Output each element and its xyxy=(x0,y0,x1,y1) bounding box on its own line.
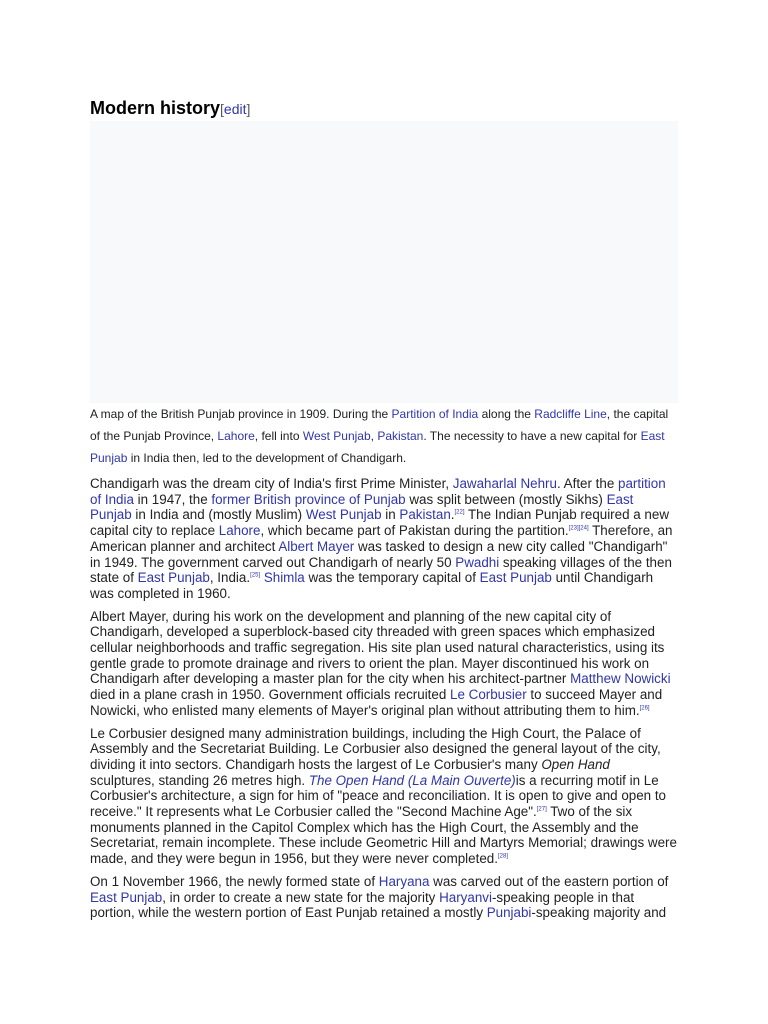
caption-link-west-punjab[interactable]: West Punjab xyxy=(302,429,371,443)
paragraph-text: The Indian Punjab required a new capital city to replace xyxy=(90,507,669,539)
link-matthew-nowicki[interactable]: Matthew Nowicki xyxy=(570,671,671,687)
link-east-punjab[interactable]: East Punjab xyxy=(137,570,210,586)
section-title: Modern history xyxy=(90,98,221,118)
link-partition-of-india[interactable]: partition of India xyxy=(90,476,666,507)
link-lahore[interactable]: Lahore xyxy=(218,523,261,539)
link-shimla[interactable]: Shimla xyxy=(263,570,305,586)
link-pakistan[interactable]: Pakistan xyxy=(399,507,451,523)
link-former-british-province-of-punjab[interactable]: former British province of Punjab xyxy=(211,491,406,507)
link-haryana[interactable]: Haryana xyxy=(378,873,430,889)
paragraph-text: -speaking people in that portion, while the western portion of East Punjab retained a mostly xyxy=(90,889,635,921)
paragraph-text: Chandigarh was the dream city of India's first Prime Minister, xyxy=(90,476,453,491)
paragraph-text: -speaking majority and xyxy=(531,905,667,921)
paragraph-text: , in order to create a new state for the majority xyxy=(162,889,440,905)
link-punjabi[interactable]: Punjabi xyxy=(486,905,532,921)
paragraph-text: in India and (mostly Muslim) xyxy=(131,507,306,523)
punjab-map-image[interactable] xyxy=(90,121,678,403)
link-the-open-hand[interactable]: The Open Hand (La Main Ouverte) xyxy=(308,772,516,788)
link-le-corbusier[interactable]: Le Corbusier xyxy=(450,687,527,703)
caption-link-east-punjab[interactable]: East Punjab xyxy=(90,429,665,465)
paragraph-text: was the temporary capital of xyxy=(304,570,480,586)
caption-text: in India then, led to the development of Chandigarh. xyxy=(127,451,407,465)
paragraph-text: was carved out of the eastern portion of xyxy=(429,873,669,889)
paragraph-text: Albert Mayer, during his work on the development and planning of the new capital city of Chandigarh, developed a superblock-based city threaded with green spaces which emphasized cellular neighborhoods and traffic segregation. His site plan used natural characteristics, using its gentle grade to promote drainage and rivers to orient the plan. Mayer discontinued his work on Chandigarh after developing a master plan for the city when his architect-partner xyxy=(90,608,665,687)
citation-ref[interactable]: [23][24] xyxy=(568,525,589,532)
citation-ref[interactable]: [25] xyxy=(250,572,261,579)
edit-section-link[interactable]: edit xyxy=(223,101,247,117)
paragraph-text: was split between (mostly Sikhs) xyxy=(405,491,607,507)
paragraph-text: , which became part of Pakistan during the partition. xyxy=(260,523,569,539)
paragraph-4 xyxy=(90,874,678,921)
citation-ref[interactable]: [22] xyxy=(454,509,465,516)
map-figure xyxy=(90,121,678,469)
paragraph-3 xyxy=(90,726,678,867)
caption-text: , xyxy=(370,429,378,443)
paragraph-text: to succeed Mayer and Nowicki, who enlisted many elements of Mayer's original plan without attributing them to him. xyxy=(90,687,663,718)
citation-ref[interactable]: [28] xyxy=(497,853,508,860)
article-section xyxy=(90,96,678,921)
paragraph-text: was tasked to design a new city called "Chandigarh" in 1949. The government carved out Chandigarh of nearly 50 xyxy=(90,538,668,570)
link-pwadhi[interactable]: Pwadhi xyxy=(455,554,500,570)
paragraph-text: , India. xyxy=(209,570,251,586)
figure-caption xyxy=(90,403,678,469)
link-albert-mayer[interactable]: Albert Mayer xyxy=(278,538,355,554)
link-jawaharlal-nehru[interactable]: Jawaharlal Nehru xyxy=(452,476,557,491)
caption-text: along the xyxy=(478,407,535,421)
caption-link-radcliffe-line[interactable]: Radcliffe Line xyxy=(534,407,607,421)
section-heading xyxy=(90,96,678,121)
link-east-punjab[interactable]: East Punjab xyxy=(90,889,163,905)
paragraph-text: in 1947, the xyxy=(133,491,212,507)
paragraph-text: . After the xyxy=(556,476,619,491)
caption-link-partition-of-india[interactable]: Partition of India xyxy=(391,407,479,421)
paragraph-text: speaking villages of the then state of xyxy=(90,554,672,586)
edit-open-bracket: [ xyxy=(220,101,224,117)
caption-link-pakistan[interactable]: Pakistan xyxy=(377,429,424,443)
paragraph-text: sculptures, standing 26 metres high. xyxy=(90,772,309,788)
italic-term: Open Hand xyxy=(541,756,610,772)
edit-close-bracket: ] xyxy=(246,101,251,117)
paragraph-2 xyxy=(90,609,678,719)
caption-text: , the capital of the Punjab Province, xyxy=(90,407,669,443)
link-west-punjab[interactable]: West Punjab xyxy=(305,507,382,523)
paragraph-text: Two of the six monuments planned in the Capitol Complex which has the High Court, the Assembly and the Secretariat, remain incomplete. These include Geometric Hill and Martyrs Memorial; drawings were made, and they were begun in 1956, but they were never completed. xyxy=(90,804,677,867)
link-east-punjab[interactable]: East Punjab xyxy=(479,570,552,586)
caption-text: . The necessity to have a new capital for xyxy=(423,429,641,443)
paragraph-1 xyxy=(90,476,678,602)
paragraph-text: until Chandigarh was completed in 1960. xyxy=(90,570,654,601)
paragraph-text: in xyxy=(381,507,400,523)
link-haryanvi[interactable]: Haryanvi xyxy=(439,889,492,905)
paragraph-text: is a recurring motif in Le Corbusier's architecture, a sign for him of "peace and reconciliation. It is open to give and open to receive." It represents what Le Corbusier called the "Second Machine Age". xyxy=(90,772,666,820)
caption-text: , fell into xyxy=(254,429,303,443)
paragraph-text: On 1 November 1966, the newly formed state of xyxy=(90,873,379,889)
paragraph-text: died in a plane crash in 1950. Government officials recruited xyxy=(90,687,451,703)
article-body xyxy=(90,476,678,921)
paragraph-text: Therefore, an American planner and architect xyxy=(90,523,673,554)
citation-ref[interactable]: [27] xyxy=(536,806,547,813)
caption-link-lahore[interactable]: Lahore xyxy=(217,429,255,443)
caption-text: A map of the British Punjab province in 1909. During the xyxy=(90,407,392,421)
paragraph-text: Le Corbusier designed many administration buildings, including the High Court, the Palace of Assembly and the Secretariat Building. Le Corbusier also designed the general layout of the city, dividing it into sectors. Chandigarh hosts the largest of Le Corbusier's many xyxy=(90,725,661,772)
citation-ref[interactable]: [26] xyxy=(639,705,650,712)
paragraph-text: . xyxy=(450,507,455,523)
link-east-punjab[interactable]: East Punjab xyxy=(90,491,634,523)
